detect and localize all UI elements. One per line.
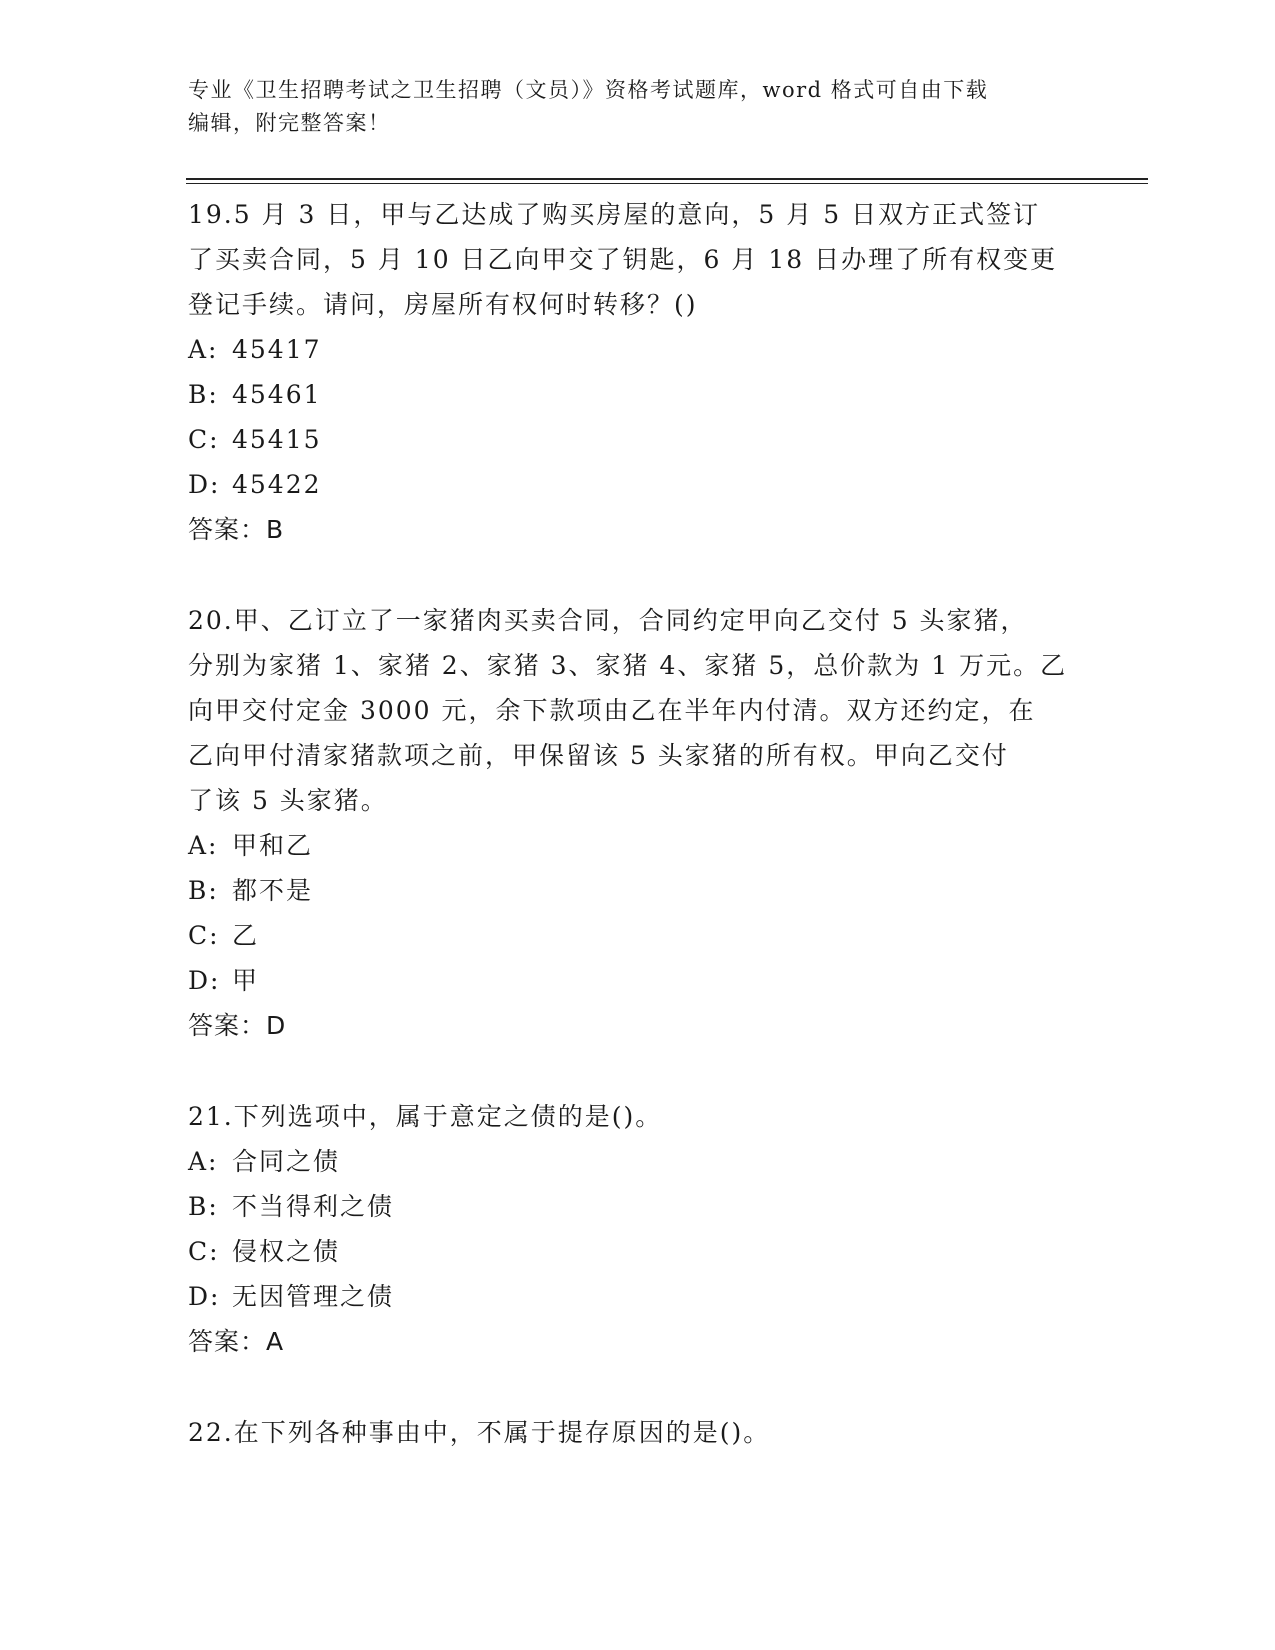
option-b <box>188 372 1088 417</box>
option-b <box>188 1184 1088 1229</box>
option-letter: D: <box>188 966 221 995</box>
question-text-line: 了买卖合同，5 月 10 日乙向甲交了钥匙，6 月 18 日办理了所有权变更 <box>188 245 1058 274</box>
question-22 <box>188 1410 1088 1455</box>
question-spacer <box>188 1364 1088 1410</box>
header-line-1: 专业《卫生招聘考试之卫生招聘（文员）》资格考试题库，word 格式可自由下载 <box>188 78 989 102</box>
option-letter: D: <box>188 1282 221 1311</box>
option-text: 甲 <box>232 966 260 995</box>
question-spacer <box>188 1048 1088 1094</box>
option-text: 侵权之债 <box>232 1237 341 1266</box>
option-d <box>188 1274 1088 1319</box>
question-text-line: 22.在下列各种事由中，不属于提存原因的是()。 <box>188 1418 771 1447</box>
option-letter: D: <box>188 470 221 499</box>
option-a <box>188 823 1088 868</box>
option-text: 甲和乙 <box>232 831 314 860</box>
header-divider-thin <box>186 183 1148 184</box>
option-text: 45415 <box>232 425 322 454</box>
header-line-2: 编辑，附完整答案！ <box>188 111 391 135</box>
option-text: 合同之债 <box>232 1147 341 1176</box>
option-letter: A: <box>188 1147 219 1176</box>
document-header <box>188 74 1088 140</box>
option-d <box>188 462 1088 507</box>
question-text-line: 19.5 月 3 日，甲与乙达成了购买房屋的意向，5 月 5 日双方正式签订 <box>188 200 1041 229</box>
answer-label: 答案：A <box>188 1327 285 1356</box>
option-text: 45417 <box>232 335 322 364</box>
option-c <box>188 417 1088 462</box>
option-letter: B: <box>188 876 219 905</box>
option-d <box>188 958 1088 1003</box>
question-spacer <box>188 552 1088 598</box>
option-text: 45422 <box>232 470 322 499</box>
answer-label: 答案：D <box>188 1011 287 1040</box>
option-text: 无因管理之债 <box>232 1282 395 1311</box>
question-text-line: 乙向甲付清家猪款项之前，甲保留该 5 头家猪的所有权。甲向乙交付 <box>188 741 1009 770</box>
option-text: 45461 <box>232 380 322 409</box>
question-text-line: 20.甲、乙订立了一家猪肉买卖合同，合同约定甲向乙交付 5 头家猪， <box>188 606 1028 635</box>
option-letter: B: <box>188 1192 219 1221</box>
option-letter: A: <box>188 831 219 860</box>
option-a <box>188 327 1088 372</box>
option-b <box>188 868 1088 913</box>
option-letter: B: <box>188 380 219 409</box>
question-text-line: 21.下列选项中，属于意定之债的是()。 <box>188 1102 663 1131</box>
option-letter: C: <box>188 921 220 950</box>
option-c <box>188 1229 1088 1274</box>
option-text: 乙 <box>232 921 260 950</box>
question-text-line: 了该 5 头家猪。 <box>188 786 388 815</box>
question-text-line: 登记手续。请问，房屋所有权何时转移？() <box>188 290 698 319</box>
question-21 <box>188 1094 1088 1364</box>
option-letter: A: <box>188 335 219 364</box>
option-letter: C: <box>188 425 220 454</box>
question-19 <box>188 192 1088 552</box>
option-letter: C: <box>188 1237 220 1266</box>
question-list <box>188 192 1088 1455</box>
option-a <box>188 1139 1088 1184</box>
question-text-line: 向甲交付定金 3000 元，余下款项由乙在半年内付清。双方还约定，在 <box>188 696 1036 725</box>
header-divider-thick <box>186 178 1148 180</box>
question-20 <box>188 598 1088 1048</box>
option-text: 都不是 <box>232 876 314 905</box>
option-text: 不当得利之债 <box>232 1192 395 1221</box>
answer-label: 答案：B <box>188 515 285 544</box>
option-c <box>188 913 1088 958</box>
question-text-line: 分别为家猪 1、家猪 2、家猪 3、家猪 4、家猪 5，总价款为 1 万元。乙 <box>188 651 1068 680</box>
